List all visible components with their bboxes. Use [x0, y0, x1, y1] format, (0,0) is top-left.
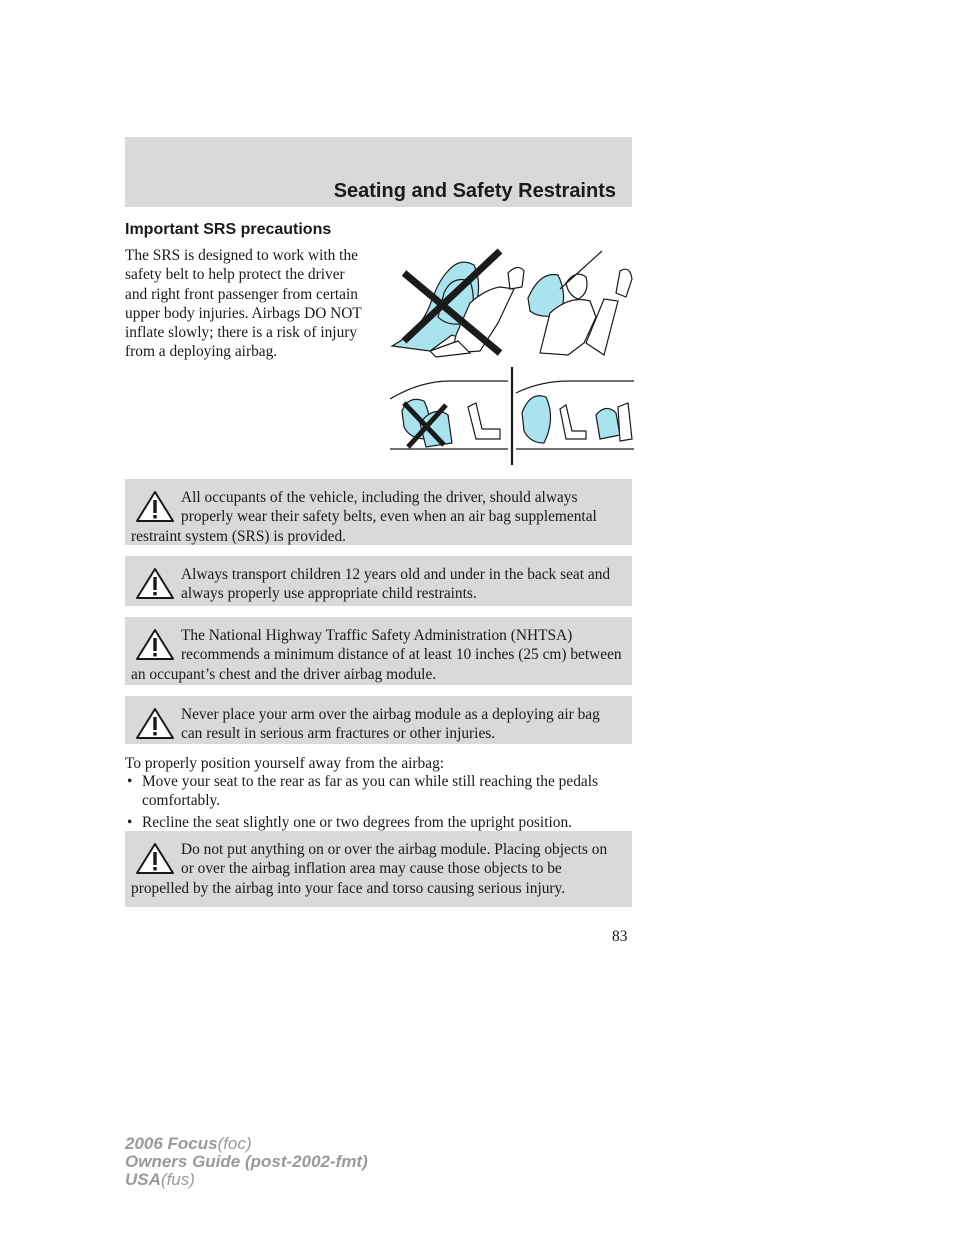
footer-model-code: (foc): [217, 1134, 252, 1153]
warning-box: [125, 617, 632, 685]
list-item: [125, 813, 632, 832]
footer-market-code: (fus): [160, 1170, 195, 1189]
warning-triangle-icon: [135, 841, 175, 875]
list-item-text: Recline the seat slightly one or two degrees from the upright position.: [142, 813, 572, 831]
document-footer: [125, 1135, 368, 1189]
warning-triangle-icon: [135, 489, 175, 523]
footer-model: 2006 Focus: [125, 1134, 218, 1153]
page-number: 83: [612, 928, 628, 945]
warning-text: Never place your arm over the airbag module as a deploying air bag can result in serious arm fractures or other injuries.: [181, 706, 600, 743]
airbag-illustration: [390, 243, 634, 465]
list-item: [125, 772, 632, 811]
bullet-symbol: •: [127, 813, 133, 831]
footer-guide: Owners Guide (post-2002-fmt): [125, 1152, 368, 1171]
warning-triangle-icon: [135, 706, 175, 740]
warning-text: All occupants of the vehicle, including the driver, should always properly wear their safety belts, even when an air bag supplemental restraint system (SRS) is provided.: [131, 489, 597, 545]
intro-paragraph: The SRS is designed to work with the safety belt to help protect the driver and right front passenger from certain upper body injuries. Airbags DO NOT inflate slowly; there is a risk of injury from a deploying airbag.: [125, 247, 362, 361]
warning-triangle-icon: [135, 627, 175, 661]
warning-box: [125, 831, 632, 907]
warning-box: [125, 696, 632, 744]
warning-box: [125, 479, 632, 545]
bullet-symbol: •: [127, 773, 133, 790]
occupant-proper-figure: [528, 251, 632, 355]
list-item-text: Move your seat to the rear as far as you can while still reaching the pedals comfortably.: [142, 773, 599, 810]
warning-triangle-icon: [135, 566, 175, 600]
footer-market: USA: [125, 1170, 161, 1189]
warning-box: [125, 556, 632, 606]
section-header-title: Seating and Safety Restraints: [333, 180, 616, 202]
page-title: Important SRS precautions: [125, 221, 332, 238]
warning-text: Do not put anything on or over the airbag module. Placing objects on or over the airbag inflation area may cause those objects to be propelled by the airbag into your face and torso causing serious injury.: [131, 841, 608, 897]
vehicle-interior-left: [390, 381, 508, 449]
header-band: [125, 137, 632, 207]
positioning-lead: To properly position yourself away from the airbag:: [125, 755, 445, 772]
positioning-list: [125, 770, 632, 832]
vehicle-interior-right: [516, 381, 634, 449]
warning-text: The National Highway Traffic Safety Administration (NHTSA) recommends a minimum distance of at least 10 inches (25 cm) between an occupant’s chest and the driver airbag module.: [131, 627, 622, 683]
warning-text: Always transport children 12 years old and under in the back seat and always properly use appropriate child restraints.: [181, 566, 611, 603]
